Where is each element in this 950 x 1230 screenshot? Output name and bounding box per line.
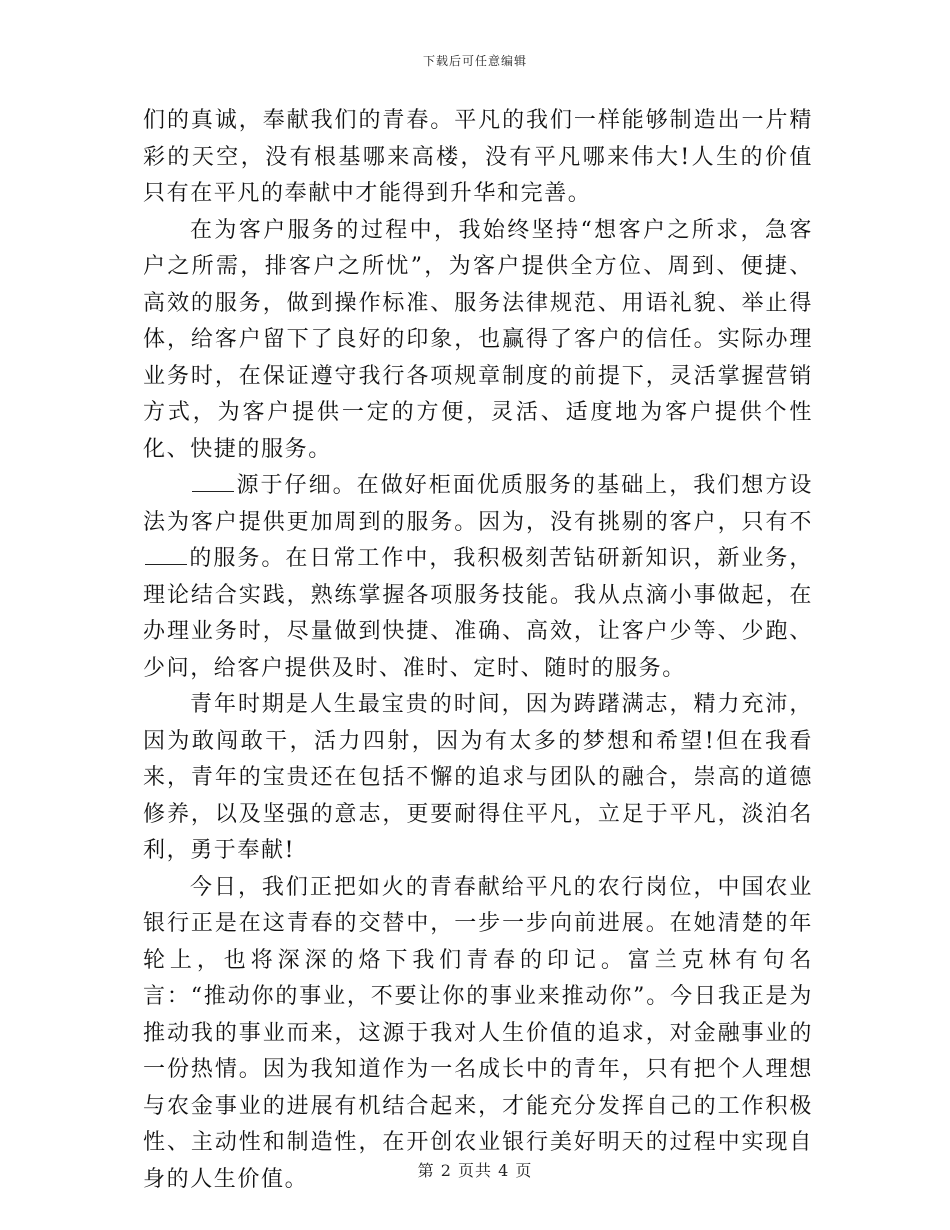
paragraph-segment-2: 的服务。在日常工作中，我积极刻苦钻研新知识，新业务，理论结合实践，熟练掌握各项服务技能。我从点滴小事做起，在办理业务时，尽量做到快捷、准确、高效，让客户少等、少跑、少问，给客户提供及时、准时、定时、随时的服务。 bbox=[143, 546, 813, 681]
paragraph-attention-to-detail bbox=[143, 468, 813, 687]
paragraph-youth: 青年时期是人生最宝贵的时间，因为踌躇满志，精力充沛，因为敢闯敢干，活力四射，因为有太多的梦想和希望!但在我看来，青年的宝贵还在包括不懈的追求与团队的融合，崇高的道德修养，以及坚强的意志，更要耐得住平凡，立足于平凡，淡泊名利，勇于奉献! bbox=[143, 692, 813, 863]
paragraph-today: 今日，我们正把如火的青春献给平凡的农行岗位，中国农业银行正是在这青春的交替中，一步一步向前进展。在她清楚的年轮上，也将深深的烙下我们青春的印记。富兰克林有句名言：“推动你的事业，不要让你的事业来推动你”。今日我正是为推动我的事业而来，这源于我对人生价值的追求，对金融事业的一份热情。因为我知道作为一名成长中的青年，只有把个人理想与农金事业的进展有机结合起来，才能充分发挥自己的工作积极性、主动性和制造性，在开创农业银行美好明天的过程中实现自身的人生价值。 bbox=[143, 874, 813, 1192]
page-number: 第 2 页共 4 页 bbox=[417, 1161, 533, 1180]
fill-in-blank bbox=[192, 471, 234, 492]
fill-in-blank bbox=[145, 544, 187, 565]
paragraph-continued: 们的真诚，奉献我们的青春。平凡的我们一样能够制造出一片精彩的天空，没有根基哪来高楼，没有平凡哪来伟大!人生的价值只有在平凡的奉献中才能得到升华和完善。 bbox=[143, 108, 813, 206]
paragraph-customer-service: 在为客户服务的过程中，我始终坚持“想客户之所求，急客户之所需，排客户之所忧”，为客户提供全方位、周到、便捷、高效的服务，做到操作标准、服务法律规范、用语礼貌、举止得体，给客户留下了良好的印象，也赢得了客户的信任。实际办理业务时，在保证遵守我行各项规章制度的前提下，灵活掌握营销方式，为客户提供一定的方便，灵活、适度地为客户提供个性化、快捷的服务。 bbox=[143, 217, 813, 462]
paragraph-segment-1: 源于仔细。在做好柜面优质服务的基础上，我们想方设法为客户提供更加周到的服务。因为，没有挑剔的客户，只有不 bbox=[143, 473, 813, 535]
header-note: 下载后可任意编辑 bbox=[422, 54, 527, 68]
document-body bbox=[143, 103, 813, 1198]
